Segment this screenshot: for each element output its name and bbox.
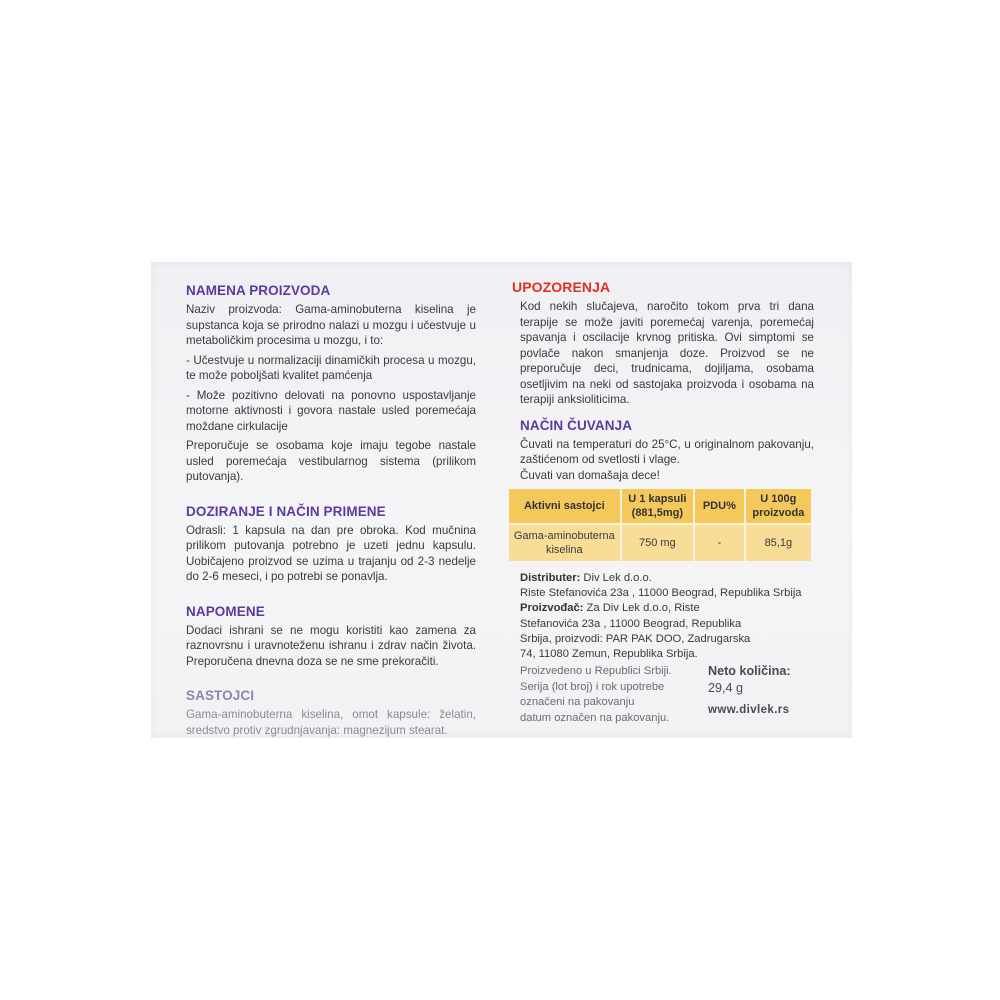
table-cell-name: Gama-aminobuterna kiselina xyxy=(509,524,621,561)
upozorenja-title: UPOZORENJA xyxy=(512,279,611,295)
distributer-block xyxy=(512,571,814,662)
neto-block xyxy=(708,664,818,716)
section-cuvanje xyxy=(512,418,814,484)
table-header-row xyxy=(509,489,811,524)
cuvanje-title: NAČIN ČUVANJA xyxy=(520,417,633,433)
cuvanje-text-2: Čuvati van domašaja dece! xyxy=(520,468,660,482)
website-url: www.divlek.rs xyxy=(708,704,790,717)
namena-text-1: Naziv proizvoda: Gama-aminobuterna kiselina je supstanca koja se prirodno nalazi u mozgu i učestvuje u metaboličkim procesima u mozgu, i to: xyxy=(186,303,476,347)
right-column xyxy=(512,279,814,726)
napomene-text: Dodaci ishrani se ne mogu koristiti kao zamena za raznovrsnu i uravnoteženu ishranu i zdrav način života. Preporučena dnevna doza se ne sme prekoračiti. xyxy=(186,623,476,668)
section-doziranje xyxy=(186,504,476,585)
sastojci-title: SASTOJCI xyxy=(186,688,255,703)
table-header-aktivni: Aktivni sastojci xyxy=(509,489,621,524)
origin-line-4: datum označen na pakovanju. xyxy=(520,711,670,724)
neto-value: 29,4 g xyxy=(708,681,744,696)
cuvanje-text-1: Čuvati na temperaturi do 25°C, u originalnom pakovanju, zaštićenom od svetlosti i vlage. xyxy=(520,437,814,466)
napomene-title: NAPOMENE xyxy=(186,603,265,619)
table-cell-kapsula: 750 mg xyxy=(621,524,694,561)
table-header-100g: U 100g proizvoda xyxy=(745,489,811,524)
proizvodjac-label: Proizvođač: xyxy=(520,602,584,615)
distributer-name: Div Lek d.o.o. xyxy=(580,572,652,584)
namena-title: NAMENA PROIZVODA xyxy=(186,283,331,298)
doziranje-title: DOZIRANJE I NAČIN PRIMENE xyxy=(186,503,386,519)
namena-text-2: - Učestvuje u normalizaciji dinamičkih procesa u mozgu, te može poboljšati kvalitet pamćenja xyxy=(186,353,476,382)
origin-line-2: Serija (lot broj) i rok upotrebe xyxy=(520,680,665,693)
origin-line-3: označeni na pakovanju xyxy=(520,696,635,709)
section-namena xyxy=(186,283,476,485)
proizvodjac-text: Za Div Lek d.o.o, Riste Stefanovića 23a , 11000 Beograd, Republika Srbija, proizvodi: PAR PAK DOO, Zadrugarska 74, 11080 Zemun, Republika Srbija. xyxy=(520,602,751,661)
table-cell-100g: 85,1g xyxy=(745,524,811,561)
origin-block xyxy=(512,664,814,726)
sastojci-text: Gama-aminobuterna kiselina, omot kapsule: želatin, sredstvo protiv zgrudnjavanja: magnezijum stearat. xyxy=(186,708,476,737)
left-column xyxy=(186,283,476,742)
namena-text-3: - Može pozitivno delovati na ponovno uspostavljanje motorne aktivnosti i govora nastale usled poremećaja moždane cirkulacije xyxy=(186,388,476,433)
section-sastojci xyxy=(186,688,476,738)
section-upozorenja xyxy=(512,279,814,408)
table-row xyxy=(509,524,811,561)
table-cell-pdu: - xyxy=(694,524,745,561)
nutrition-table xyxy=(509,489,811,561)
namena-text-4: Preporučuje se osobama koje imaju tegobe nastale usled poremećaja vestibularnog sistema (prilikom putovanja). xyxy=(186,439,476,483)
upozorenja-text: Kod nekih slučajeva, naročito tokom prva tri dana terapije se može javiti poremećaj varenja, poremećaj spavanja i oscilacije krvnog pritiska. Ovi simptomi se povlače nakon smanjenja doze. Proizvod se ne preporučuje deci, trudnicama, dojiljama, osobama osetljivim na neki od sastojaka proizvoda i osobama na terapiji anksioliticima. xyxy=(520,300,814,406)
origin-line-1: Proizvedeno u Republici Srbiji. xyxy=(520,665,672,678)
doziranje-text: Odrasli: 1 kapsula na dan pre obroka. Kod mučnina prilikom putovanja potrebno je uzeti jednu kapsulu. Uobičajeno proizvod se uzima u trajanju od 2-3 nedelje do 2-6 meseci, i po potrebi se ponavlja. xyxy=(186,523,476,583)
table-header-pdu: PDU% xyxy=(694,489,745,524)
table-header-kapsula: U 1 kapsuli (881,5mg) xyxy=(621,489,694,524)
distributer-label: Distributer: xyxy=(520,572,581,584)
distributer-address: Riste Stefanovića 23a , 11000 Beograd, Republika Srbija xyxy=(520,587,802,600)
section-napomene xyxy=(186,604,476,670)
neto-label: Neto količina: xyxy=(708,664,791,679)
